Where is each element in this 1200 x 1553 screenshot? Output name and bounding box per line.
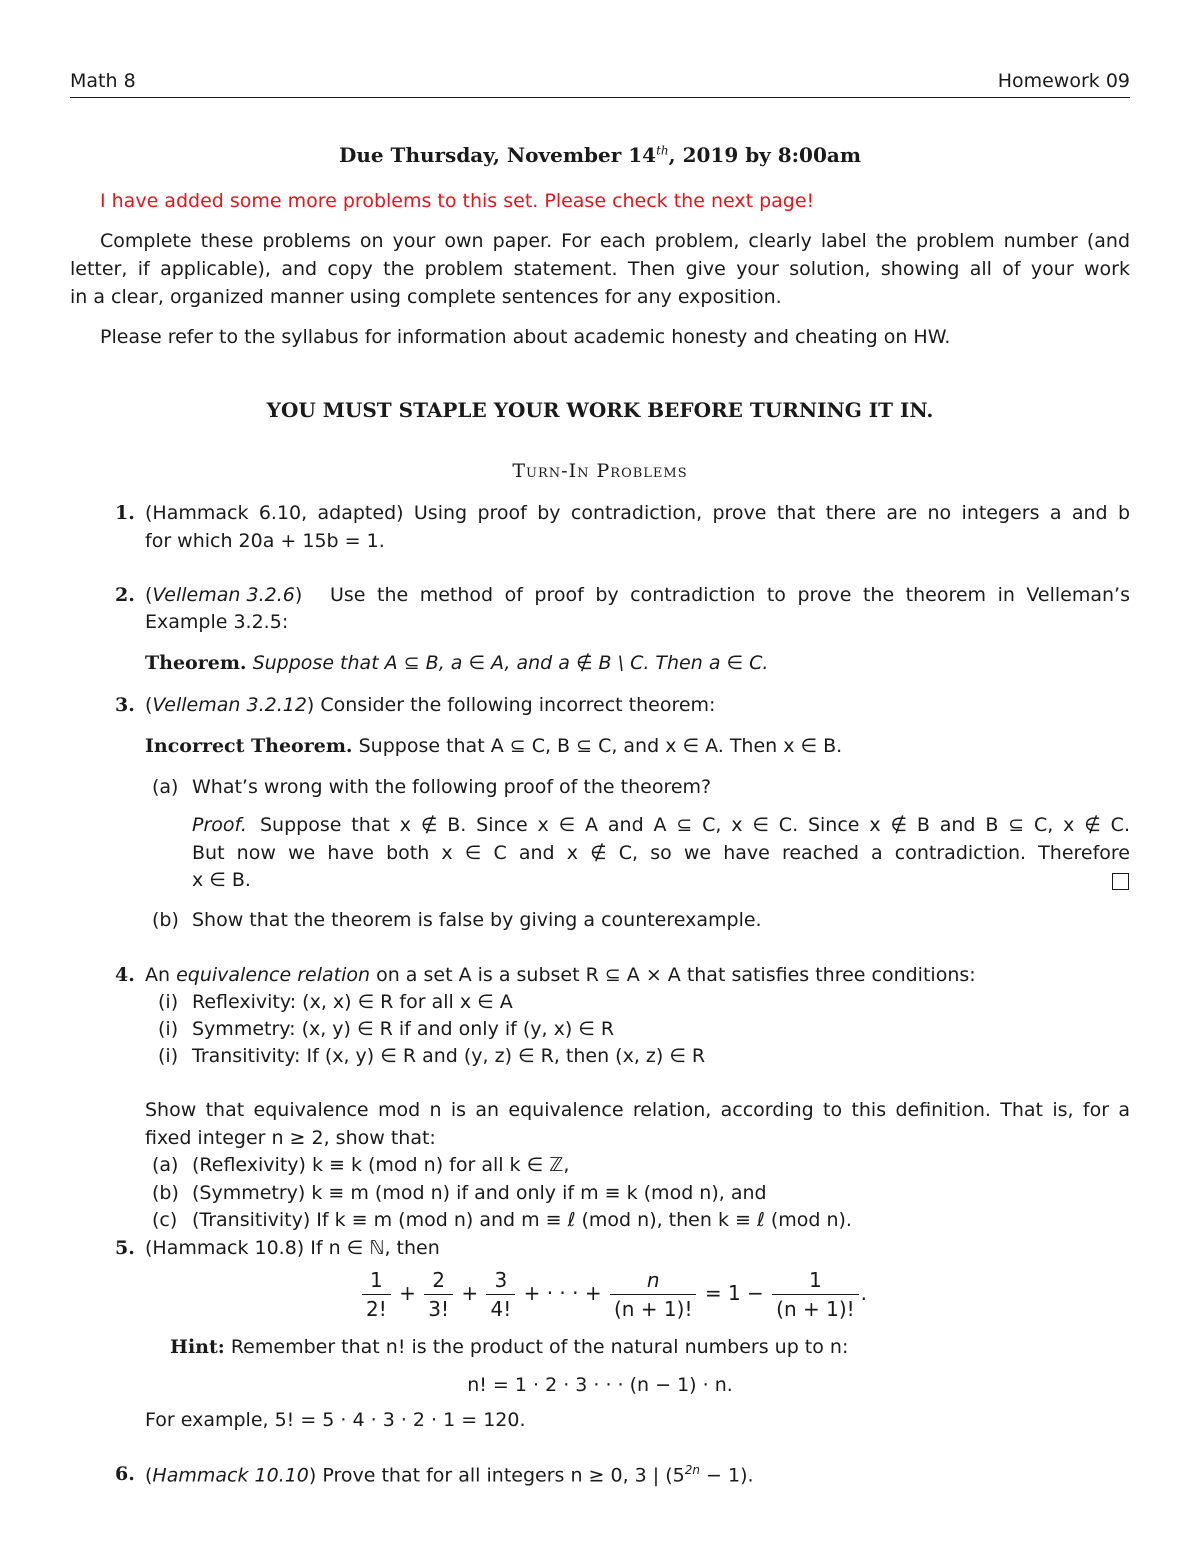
condition-3-text: Transitivity: If (x, y) ∈ R and (y, z) ∈ R, then (x, z) ∈ R (192, 1045, 706, 1067)
fraction-5-num: 1 (809, 1268, 822, 1292)
problem-6-text-main: Prove that for all integers n ≥ 0, 3 | (5 (322, 1464, 685, 1487)
problem-2-theorem-text: Suppose that A ⊆ B, a ∈ A, and a ∉ B \ C. Then a ∈ C. (252, 652, 769, 674)
problem-2-number: 2. (115, 584, 135, 606)
header-rule (70, 97, 1130, 98)
equals-one-minus: = 1 − (704, 1281, 764, 1305)
equation-period: . (860, 1281, 868, 1305)
hint-label: Hint: (170, 1336, 225, 1358)
fraction-4-den: (n + 1)! (610, 1294, 697, 1323)
condition-2-label: (i) (158, 1018, 179, 1040)
problem-3b-text: Show that the theorem is false by giving a counterexample. (192, 909, 762, 931)
series-equation (360, 1266, 867, 1323)
fraction-2-den: 3! (424, 1294, 453, 1323)
problem-3a-label: (a) (152, 776, 179, 798)
part-c-text: (Transitivity) If k ≡ m (mod n) and m ≡ ℓ (mod n), then k ≡ ℓ (mod n). (192, 1209, 852, 1231)
problem-1-line-1: (Hammack 6.10, adapted) Using proof by contradiction, prove that there are no integers a and b (145, 502, 1130, 524)
staple-warning: YOU MUST STAPLE YOUR WORK BEFORE TURNING IT IN. (266, 398, 934, 422)
part-c-label: (c) (152, 1209, 178, 1231)
due-pre: Due Thursday, November 14 (338, 143, 657, 167)
problem-4-intro (145, 964, 976, 986)
fraction-4 (610, 1266, 697, 1323)
problem-1-line-2: for which 20a + 15b = 1. (145, 530, 385, 552)
condition-2-text: Symmetry: (x, y) ∈ R if and only if (y, x) ∈ R (192, 1018, 615, 1040)
problem-2-line-2: Example 3.2.5: (145, 611, 289, 633)
problem-2-source: (Velleman 3.2.6) (145, 584, 303, 606)
fraction-5-den: (n + 1)! (772, 1294, 859, 1323)
plus-2: + (461, 1281, 479, 1305)
problem-4-intro-pre: An (145, 964, 177, 986)
part-b-text: (Symmetry) k ≡ m (mod n) if and only if m ≡ k (mod n), and (192, 1182, 767, 1204)
plus-1: + (399, 1281, 416, 1305)
added-problems-notice: I have added some more problems to this set. Please check the next page! (100, 190, 815, 212)
fraction-2 (424, 1266, 453, 1323)
fraction-1-num: 1 (370, 1268, 383, 1292)
problem-6-source: Hammack 10.10 (152, 1464, 309, 1487)
part-a-label: (a) (152, 1154, 179, 1176)
problem-2-source-text: Velleman 3.2.6 (152, 584, 295, 606)
due-post: , 2019 by 8:00am (668, 143, 862, 167)
problem-1-number: 1. (115, 502, 135, 524)
problem-4-show-line-1: Show that equivalence mod n is an equivalence relation, according to this definition. That is, for a (145, 1099, 1130, 1121)
problem-5-intro: (Hammack 10.8) If n ∈ ℕ, then (145, 1237, 440, 1259)
problem-3-intro-text: Consider the following incorrect theorem: (320, 694, 716, 716)
problem-3-theorem-text: Suppose that A ⊆ C, B ⊆ C, and x ∈ A. Then x ∈ B. (358, 735, 843, 757)
fraction-3 (486, 1266, 515, 1323)
proof-label: Proof. (192, 814, 247, 836)
hint (170, 1336, 848, 1358)
fraction-1 (362, 1266, 391, 1323)
factorial-definition: n! = 1 · 2 · 3 · · · (n − 1) · n. (467, 1374, 733, 1396)
fraction-1-den: 2! (362, 1294, 391, 1323)
assignment-name: Homework 09 (997, 70, 1130, 92)
part-b-label: (b) (152, 1182, 179, 1204)
due-sup: th (656, 143, 669, 158)
problem-5-number: 5. (115, 1237, 135, 1259)
problem-3-source: Velleman 3.2.12 (152, 694, 307, 716)
problem-3-theorem-label: Incorrect Theorem. (145, 735, 353, 757)
proof-line-1 (192, 814, 1130, 836)
problem-4-intro-em: equivalence relation (176, 964, 371, 986)
problem-3-theorem (145, 735, 842, 757)
problem-2-theorem-label: Theorem. (145, 652, 247, 674)
problem-4-show-line-2: fixed integer n ≥ 2, show that: (145, 1127, 436, 1149)
problem-6-number: 6. (115, 1463, 135, 1485)
fraction-4-num: n (646, 1268, 660, 1292)
problem-6-exponent: 2n (684, 1463, 700, 1477)
fraction-3-den: 4! (486, 1294, 515, 1323)
problem-3a-text: What’s wrong with the following proof of the theorem? (192, 776, 712, 798)
course-name: Math 8 (70, 70, 136, 92)
problem-3-number: 3. (115, 694, 135, 716)
proof-line-3: x ∈ B. (192, 869, 251, 891)
condition-1-text: Reflexivity: (x, x) ∈ R for all x ∈ A (192, 991, 513, 1013)
hint-text: Remember that n! is the product of the natural numbers up to n: (230, 1336, 849, 1358)
proof-line-2: But now we have both x ∈ C and x ∉ C, so we have reached a contradiction. Therefore (192, 842, 1130, 864)
instructions-line-2: letter, if applicable), and copy the problem statement. Then give your solution, showing all of your work (70, 258, 1130, 280)
condition-1-label: (i) (158, 991, 179, 1013)
problem-4-intro-post: on a set A is a subset R ⊆ A × A that satisfies three conditions: (370, 964, 976, 986)
fraction-3-num: 3 (494, 1268, 508, 1292)
qed-box-icon (1112, 873, 1129, 890)
fraction-5 (772, 1266, 859, 1323)
problem-2-line-1 (145, 584, 1130, 606)
problem-4-number: 4. (115, 964, 135, 986)
problem-6-text-end: − 1). (700, 1464, 754, 1487)
problem-6-text: (Hammack 10.10) Prove that for all integers n ≥ 0, 3 | $(5^{2n} - 1)$. (145, 1463, 754, 1487)
problem-2-line-1-text: Use the method of proof by contradiction to prove the theorem in Velleman’s (330, 584, 1130, 606)
factorial-example: For example, 5! = 5 · 4 · 3 · 2 · 1 = 120. (145, 1409, 526, 1431)
instructions-line-3: in a clear, organized manner using complete sentences for any exposition. (70, 286, 782, 308)
instructions-line-1: Complete these problems on your own paper. For each problem, clearly label the problem number (and (100, 230, 1130, 252)
proof-line-1-text: Suppose that x ∉ B. Since x ∈ A and A ⊆ C, x ∈ C. Since x ∉ B and B ⊆ C, x ∉ C. (260, 814, 1130, 836)
fraction-2-num: 2 (432, 1268, 445, 1292)
problem-2-theorem (145, 652, 768, 674)
honesty-note: Please refer to the syllabus for information about academic honesty and cheating on HW. (100, 326, 951, 348)
section-title: Turn-In Problems (512, 460, 688, 482)
ellipsis-plus: + · · · + (523, 1281, 602, 1305)
part-a-text: (Reflexivity) k ≡ k (mod n) for all k ∈ ℤ, (192, 1154, 570, 1176)
condition-3-label: (i) (158, 1045, 179, 1067)
problem-3-intro: (Velleman 3.2.12) Consider the following incorrect theorem: (145, 694, 716, 716)
problem-3b-label: (b) (152, 909, 179, 931)
due-date (0, 143, 1200, 167)
